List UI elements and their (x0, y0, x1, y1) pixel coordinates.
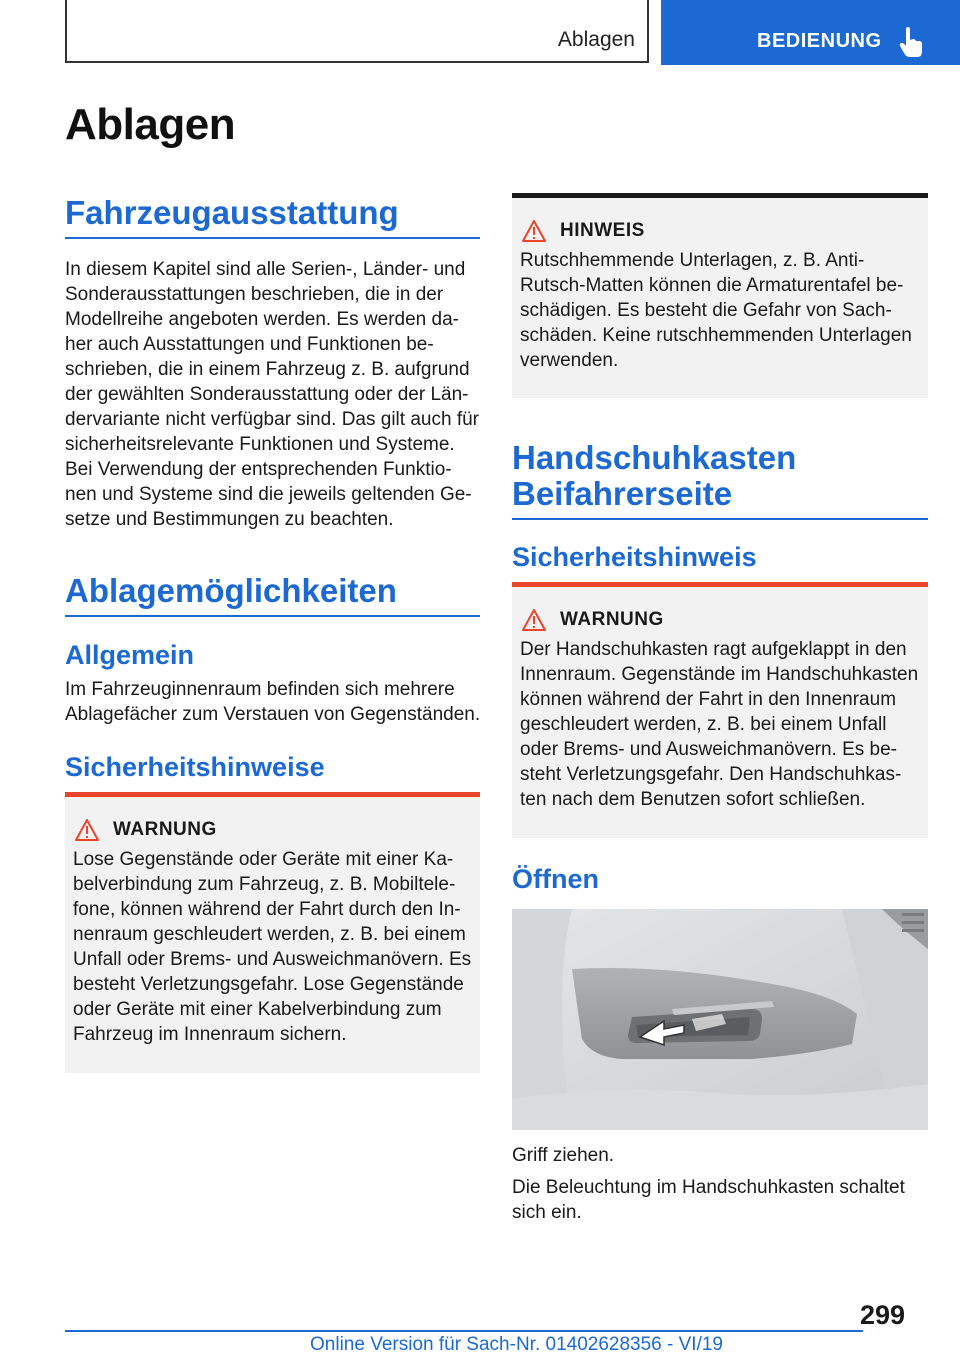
text-line: Unfall oder Brems- und Ausweichmanövern. Es (73, 949, 472, 970)
warning-header (520, 609, 920, 631)
text-line: verwenden. (520, 350, 619, 371)
text-line: dervariante nicht verfügbar sind. Das gilt auch für (65, 409, 479, 430)
text-line: fone, können während der Fahrt durch den In- (73, 899, 461, 920)
text-line: setze und Bestimmungen zu beachten. (65, 509, 394, 530)
heading-line: Beifahrerseite (512, 475, 733, 512)
glovebox-illustration (512, 909, 928, 1130)
text-line: Modellreihe angeboten werden. Es werden da- (65, 309, 459, 330)
text-line: Lose Gegenstände oder Geräte mit einer Ka- (73, 849, 454, 870)
hint-text (520, 248, 920, 373)
heading-fahrzeugausstattung: Fahrzeugausstattung (65, 195, 480, 239)
warning-text (73, 847, 472, 1047)
warning-box-glovebox (512, 582, 928, 838)
text-line: sicherheitsrelevante Funktionen und Systeme. (65, 434, 455, 455)
warning-label: WARNUNG (560, 609, 664, 630)
text-line: Innenraum. Gegenstände im Handschuhkasten (520, 664, 919, 685)
hint-box-anti-slip (512, 193, 928, 398)
header-section-box (65, 0, 649, 63)
warning-header (73, 819, 472, 841)
text-line: sich ein. (512, 1202, 582, 1223)
text-line: ten nach dem Benutzen sofort schließen. (520, 789, 866, 810)
page-title: Ablagen (65, 100, 236, 149)
heading-ablagemoeglichkeiten: Ablagemöglichkeiten (65, 573, 480, 617)
text-line: können während der Fahrt in den Innenraum (520, 689, 897, 710)
header-chapter-title: BEDIENUNG (757, 30, 882, 52)
text-line: Die Beleuchtung im Handschuhkasten schaltet (512, 1177, 905, 1198)
text-line: Rutsch-Matten können die Armaturentafel be- (520, 275, 904, 296)
warning-triangle-icon (522, 609, 546, 631)
text-line: her auch Ausstattungen und Funktionen be- (65, 334, 434, 355)
text-line: steht Verletzungsgefahr. Den Handschuhkas- (520, 764, 902, 785)
heading-sicherheitshinweis: Sicherheitshinweis (512, 542, 757, 572)
text-line: schädigen. Es besteht die Gefahr von Sach- (520, 300, 892, 321)
heading-line: Handschuhkasten (512, 439, 797, 476)
hint-label: HINWEIS (560, 220, 645, 241)
glovebox-photo (512, 909, 928, 1130)
intro-paragraph (65, 257, 485, 532)
heading-allgemein: Allgemein (65, 640, 195, 670)
text-line: oder Brems- und Ausweichmanövern. Es be- (520, 739, 898, 760)
text-line: In diesem Kapitel sind alle Serien-, Länder- und (65, 259, 466, 280)
text-line: Der Handschuhkasten ragt aufgeklappt in den (520, 639, 907, 660)
caption-beleuchtung (512, 1175, 932, 1225)
warning-triangle-icon (75, 819, 99, 841)
text-line: schrieben, die in einem Fahrzeug z. B. aufgrund (65, 359, 470, 380)
hint-header (520, 220, 920, 242)
text-line: nenraum geschleudert werden, z. B. bei einem (73, 924, 466, 945)
text-line: schäden. Keine rutschhemmenden Unterlagen (520, 325, 912, 346)
warning-label: WARNUNG (113, 819, 217, 840)
header-section-title: Ablagen (557, 28, 635, 51)
pointing-hand-icon (897, 26, 927, 58)
caption-griff: Griff ziehen. (512, 1145, 615, 1166)
page-number: 299 (860, 1300, 906, 1330)
allgemein-paragraph (65, 677, 485, 727)
heading-handschuhkasten (512, 440, 928, 520)
text-line: Fahrzeug im Innenraum sichern. (73, 1024, 347, 1045)
text-line: Sonderausstattungen beschrieben, die in der (65, 284, 444, 305)
text-line: oder Geräte mit einer Kabelverbindung zum (73, 999, 442, 1020)
warning-triangle-icon (522, 220, 546, 242)
text-line: Bei Verwendung der entsprechenden Funktio- (65, 459, 452, 480)
text-line: Ablagefächer zum Verstauen von Gegenständen. (65, 704, 481, 725)
text-line: nen und Systeme sind die jeweils geltenden Ge- (65, 484, 472, 505)
text-line: Rutschhemmende Unterlagen, z. B. Anti- (520, 250, 865, 271)
header-chapter-tab (661, 0, 960, 65)
text-line: belverbindung zum Fahrzeug, z. B. Mobiltele- (73, 874, 456, 895)
text-line: der gewählten Sonderausstattung oder der Län- (65, 384, 469, 405)
warning-box-loose-items (65, 792, 480, 1073)
text-line: Im Fahrzeuginnenraum befinden sich mehrere (65, 679, 455, 700)
footer-divider (65, 1330, 863, 1332)
heading-oeffnen: Öffnen (512, 864, 599, 894)
heading-sicherheitshinweise: Sicherheitshinweise (65, 752, 325, 782)
warning-text (520, 637, 920, 812)
text-line: besteht Verletzungsgefahr. Lose Gegenstände (73, 974, 464, 995)
text-line: geschleudert werden, z. B. bei einem Unfall (520, 714, 887, 735)
footer-version-text: Online Version für Sach-Nr. 01402628356 - VI/19 (310, 1334, 723, 1355)
